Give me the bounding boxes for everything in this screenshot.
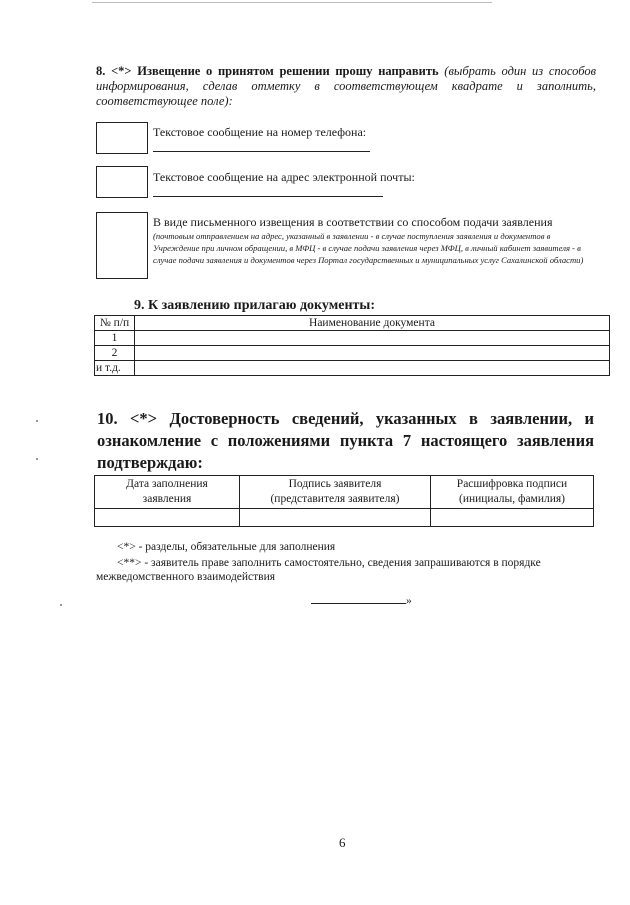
phone-input-line[interactable] bbox=[153, 151, 370, 152]
footnote-required: <*> - разделы, обязательные для заполнения bbox=[117, 541, 336, 553]
date-blank-underline[interactable] bbox=[311, 593, 406, 604]
row-number: 1 bbox=[95, 331, 135, 346]
section-8-number: 8. bbox=[96, 64, 106, 78]
signature-entry-cell[interactable] bbox=[240, 509, 431, 527]
footnotes bbox=[96, 540, 597, 584]
signature-table bbox=[94, 475, 594, 527]
column-header-signature-line2: (представителя заявителя) bbox=[270, 493, 400, 505]
column-header-date-line2: заявления bbox=[142, 493, 192, 505]
top-scan-edge bbox=[92, 2, 492, 3]
section-8-heading: Извещение о принятом решении прошу направить bbox=[137, 64, 439, 78]
footnote-optional-line1: <**> - заявитель праве заполнить самостоятельно, сведения запрашиваются в порядке bbox=[117, 557, 541, 569]
decoding-entry-cell[interactable] bbox=[431, 509, 594, 527]
column-header-number: № п/п bbox=[95, 316, 135, 331]
row-number: и т.д. bbox=[95, 361, 135, 376]
document-name-cell[interactable] bbox=[135, 361, 610, 376]
option-email-label: Текстовое сообщение на адрес электронной почты: bbox=[153, 170, 415, 184]
option-phone-label: Текстовое сообщение на номер телефона: bbox=[153, 125, 367, 139]
documents-table-header bbox=[95, 316, 610, 331]
table-row bbox=[95, 361, 610, 376]
signature-table-header bbox=[95, 476, 594, 509]
column-header-decoding-line2: (инициалы, фамилия) bbox=[458, 493, 566, 505]
section-8-paragraph bbox=[96, 64, 596, 109]
option-letter-label: В виде письменного извещения в соответствии со способом подачи заявления bbox=[153, 215, 553, 229]
option-letter-checkbox[interactable] bbox=[96, 212, 148, 279]
document-name-cell[interactable] bbox=[135, 331, 610, 346]
table-row bbox=[95, 331, 610, 346]
signature-entry-row bbox=[95, 509, 594, 527]
column-header-document-name: Наименование документа bbox=[135, 316, 610, 331]
date-entry-cell[interactable] bbox=[95, 509, 240, 527]
column-header-signature-decoding bbox=[431, 476, 594, 509]
column-header-date bbox=[95, 476, 240, 509]
table-row bbox=[95, 346, 610, 361]
email-input-line[interactable] bbox=[153, 196, 383, 197]
date-closing-quote: » bbox=[406, 595, 412, 607]
option-email-checkbox[interactable] bbox=[96, 166, 148, 198]
scan-speck bbox=[36, 458, 38, 460]
section-10-title: 10. <*> Достоверность сведений, указанных в заявлении, и ознакомление с положениями пункта 7 настоящего заявления подтверждаю: bbox=[97, 409, 594, 472]
footnote-optional-line2: межведомственного взаимодействия bbox=[96, 571, 276, 583]
option-letter-note: (почтовым отправлением на адрес, указанный в заявлении - в случае поступления заявления и документов в Учреждение при личном обращении, в МФЦ - в случае подачи заявления через МФЦ, в личный кабинет заявителя - в случае подачи заявления и документов через Портал государственных и муниципальных услуг Сахалинской области) bbox=[153, 231, 584, 265]
column-header-signature bbox=[240, 476, 431, 509]
date-line bbox=[311, 593, 412, 607]
required-mark: <*> bbox=[111, 64, 132, 78]
column-header-decoding-line1: Расшифровка подписи bbox=[456, 478, 568, 490]
row-number: 2 bbox=[95, 346, 135, 361]
scan-speck bbox=[36, 420, 38, 422]
section-9-title: 9. К заявлению прилагаю документы: bbox=[134, 298, 376, 313]
column-header-date-line1: Дата заполнения bbox=[126, 478, 208, 490]
scan-speck bbox=[60, 604, 62, 606]
option-phone-checkbox[interactable] bbox=[96, 122, 148, 154]
document-name-cell[interactable] bbox=[135, 346, 610, 361]
section-8-hint: (выбрать один из способов информирования, сделав отметку в соответствующем квадрате и заполнить, соответствующее поле): bbox=[96, 64, 597, 108]
page-number: 6 bbox=[339, 835, 346, 850]
documents-table bbox=[94, 315, 610, 376]
column-header-signature-line1: Подпись заявителя bbox=[288, 478, 382, 490]
